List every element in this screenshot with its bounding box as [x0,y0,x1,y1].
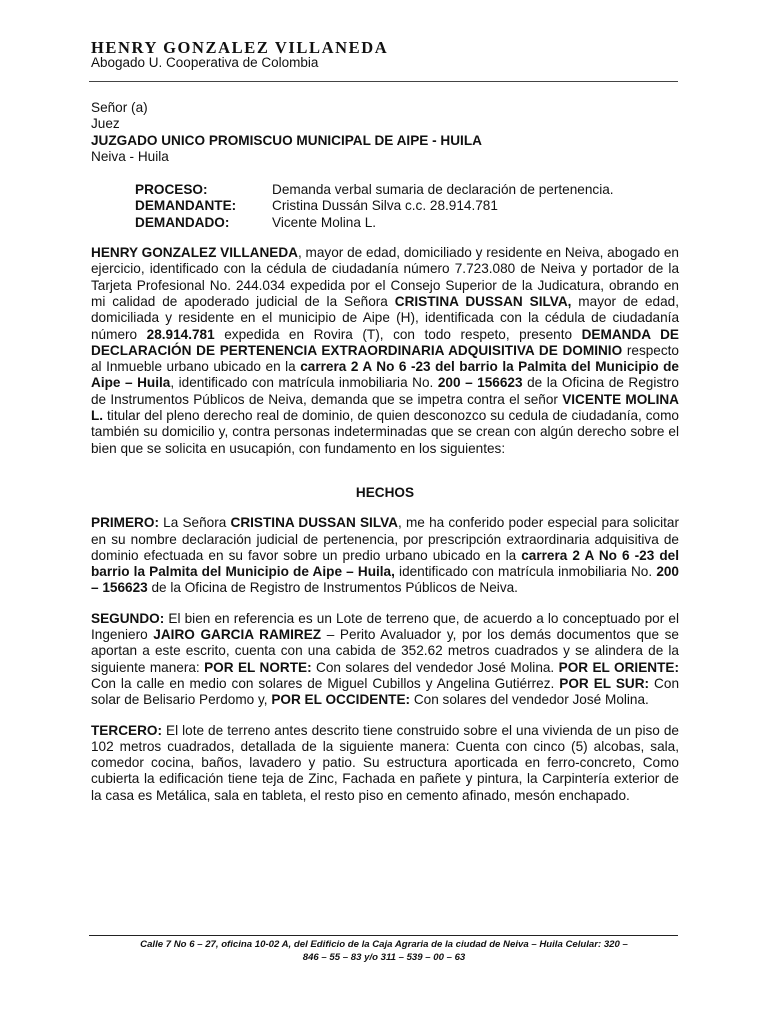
footer-rule [89,935,678,936]
intro-text: de la Oficina de Registro de Instrumentos Públicos de Neiva, demanda que se impetra contra el señor [91,375,679,407]
section-heading: HECHOS [355,484,415,500]
intro-bold-text: DEMANDA DE DECLARACIÓN DE PERTENENCIA EXTRAORDINARIA ADQUISITIVA DE DOMINIO [91,326,679,358]
fact-bold-text: POR EL OCCIDENTE: [271,692,411,708]
fact-text: La Señora [158,515,231,531]
plaintiff-row [135,198,614,214]
fact-text: El lote de terreno antes descrito tiene construido sobre el una vivienda de un piso de 102 metros cuadrados, detallada de la siguiente manera: Cuenta con cinco (5) alcobas, sala, comedor cocina, baños, lavadero y patio. Su estructura aporticada en ferro-concreto, Como cubierta la edificación tiene teja de Zinc, Fachada en pañete y pintura, la Carpintería exterior de la casa es Metálica, sala en tableta, el resto piso en cemento afinado, mesón enchapado. [91,722,679,803]
letterhead-name: HENRY GONZALEZ VILLANEDA [91,38,389,57]
intro-bold-text: 28.914.781 [146,326,215,342]
fact-bold-text: POR EL NORTE: [204,659,312,675]
fact-text: Con la calle en medio con solares de Miguel Cubillos y Angelina Gutiérrez. [91,675,560,691]
fact-text: Con solares del vendedor José Molina. [410,692,649,708]
fact-text: identificado con matrícula inmobiliaria No. [394,564,657,580]
fact-bold-text: JAIRO GARCIA RAMIREZ [153,627,322,643]
defendant-label: DEMANDADO: [135,214,230,230]
process-row [135,182,614,198]
addressee-title: Juez [91,116,120,132]
intro-bold-text: HENRY GONZALEZ VILLANEDA [91,245,298,261]
fact-bold-text: 200 – 156623 [91,564,679,596]
intro-text: expedida en Rovira (T), con todo respeto, presento [214,326,582,342]
addressee-block [91,100,679,165]
fact-text: – Perito Avaluador y, por los demás documentos que se aportan a este escrito, cuenta con una cabida de 352.62 metros cuadrados y se alindera de la siguiente manera: [91,627,679,675]
fact-text: Con solar de Belisario Perdomo y, [91,675,679,708]
intro-text: , mayor de edad, domiciliado y residente en Neiva, abogado en ejercicio, identificado con la cédula de ciudadanía número 7.723.080 de Neiva y portador de la Tarjeta Profesional No. 244.034 expedida por el Consejo Superior de la Judicatura, obrando en mi calidad de apoderado judicial de la Señora [91,245,679,309]
plaintiff-value: Cristina Dussán Silva c.c. 28.914.781 [272,198,498,214]
letterhead-rule [89,81,678,82]
intro-text: , identificado con matrícula inmobiliaria No. [170,375,438,391]
intro-text: mayor de edad, domiciliada y residente en el municipio de Aipe (H), identificada con la cédula de ciudadanía número [91,293,679,342]
fact-text: Con solares del vendedor José Molina. [311,659,559,675]
footer [85,939,683,964]
footer-phones: 846 – 55 – 83 y/o 311 – 539 – 00 – 63 [302,951,466,963]
fact-bold-text: POR EL ORIENTE: [558,659,679,675]
fact-text: de la Oficina de Registro de Instrumentos Públicos de Neiva. [147,580,518,596]
intro-bold-text: VICENTE MOLINA L. [91,391,680,424]
fact-bold-text: carrera 2 A No 6 -23 del barrio la Palmita del Municipio de Aipe – Huila, [91,547,679,580]
intro-paragraph [91,245,679,457]
fact-segundo [91,611,679,709]
letter-body [91,100,679,804]
intro-bold-text: CRISTINA DUSSAN SILVA, [394,293,572,309]
letterhead-subtitle: Abogado U. Cooperativa de Colombia [91,55,319,70]
addressee-salutation: Señor (a) [91,100,148,115]
intro-bold-text: 200 – 156623 [437,375,523,391]
fact-text: El bien en referencia es un Lote de terreno que, de acuerdo a lo conceptuado por el Ingeniero [91,610,679,643]
intro-text: respecto al Inmueble urbano ubicado en la [91,342,679,375]
fact-bold-text: CRISTINA DUSSAN SILVA [230,515,399,531]
fact-bold-text: POR EL SUR: [559,675,650,691]
process-summary [135,182,679,231]
fact-bold-text: SEGUNDO: [91,610,165,626]
addressee-court: JUZGADO UNICO PROMISCUO MUNICIPAL DE AIPE - HUILA [91,132,482,148]
fact-primero [91,515,679,596]
fact-text: , me ha conferido poder especial para solicitar en su nombre declaración judicial de pertenencia, por prescripción extraordinaria adquisitiva de dominio efectuada en su favor sobre un predio urbano ubicado en la [91,515,680,563]
plaintiff-label: DEMANDANTE: [135,198,237,214]
footer-address: Calle 7 No 6 – 27, oficina 10-02 A, del Edificio de la Caja Agraria de la ciudad de Neiva – Huila Celular: 320 – [140,939,628,950]
fact-tercero [91,723,679,804]
fact-bold-text: PRIMERO: [91,515,159,531]
addressee-city: Neiva - Huila [91,148,169,164]
intro-text: titular del pleno derecho real de dominio, de quien desconozco su cedula de ciudadanía, como también su domicilio y, contra personas indeterminadas que se crean con algún derecho sobre el bien que se solicita en usucapión, con fundamento en los siguientes: [91,408,679,456]
process-table [135,182,614,231]
process-label: PROCESO: [135,182,208,198]
defendant-row [135,215,614,231]
facts-list [91,515,679,804]
defendant-value: Vicente Molina L. [272,214,377,230]
process-value: Demanda verbal sumaria de declaración de pertenencia. [272,182,614,198]
intro-bold-text: carrera 2 A No 6 -23 del barrio la Palmita del Municipio de Aipe – Huila [91,359,679,391]
fact-bold-text: TERCERO: [91,722,162,738]
